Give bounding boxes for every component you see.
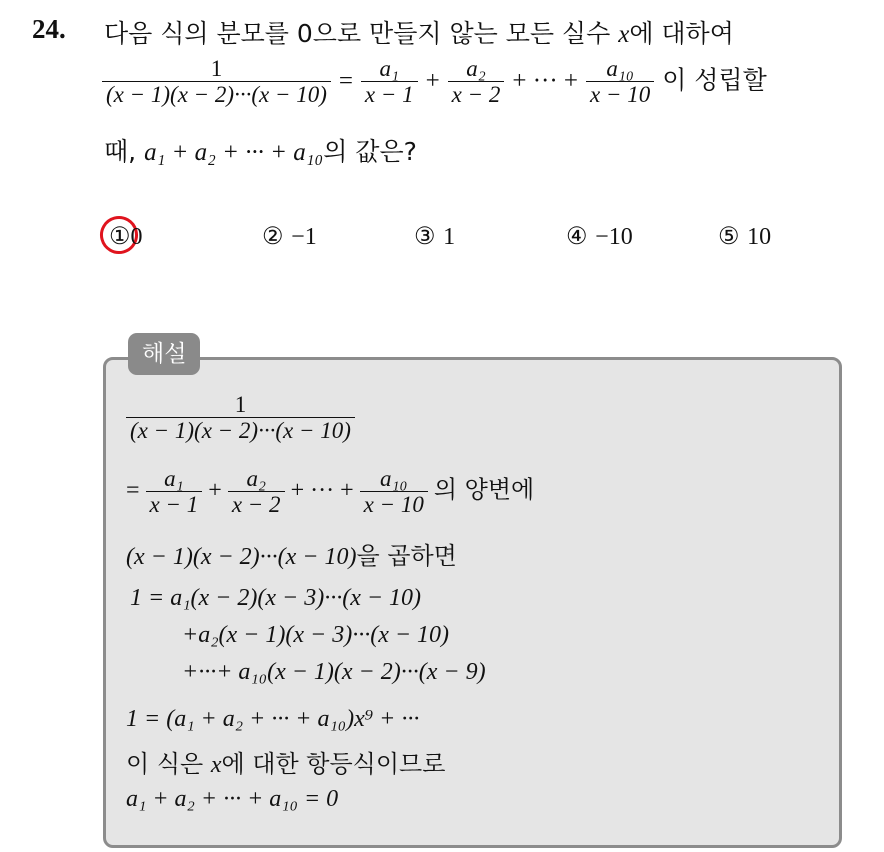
solution-line-5: +a₂(x − 1)(x − 3)···(x − 10)	[182, 622, 450, 648]
solution-line-8-x: x	[210, 752, 222, 778]
solution-term-2	[228, 466, 285, 518]
solution-ellipsis: + ··· +	[290, 477, 354, 504]
term-2	[448, 56, 505, 108]
question-text-1-end: 에 대하여	[629, 19, 734, 48]
solution-line-3-expr: (x − 1)(x − 2)···(x − 10)	[126, 544, 357, 570]
term-2-denominator: x − 2	[451, 82, 501, 108]
choice-3[interactable]	[414, 222, 455, 251]
lhs-fraction	[102, 56, 331, 108]
choice-1-value: 0	[130, 224, 143, 250]
choice-4-value: −10	[595, 224, 633, 250]
question-text-3-start: 때,	[104, 137, 137, 166]
solution-term-2-denominator: x − 2	[231, 492, 281, 518]
plus-sign: +	[425, 67, 440, 95]
solution-term-1-denominator: x − 1	[149, 492, 199, 518]
choice-4[interactable]	[566, 222, 633, 251]
term-10-numerator: a₁₀	[586, 56, 654, 82]
solution-line-2	[126, 466, 534, 518]
solution-fraction	[126, 392, 355, 444]
term-10-denominator: x − 10	[590, 82, 651, 108]
equals-sign: =	[338, 67, 353, 95]
solution-line-8-b: 에 대한 항등식이므로	[221, 750, 446, 778]
question-text-3-end: 의 값은?	[323, 137, 417, 166]
solution-line-3-text: 을 곱하면	[356, 542, 457, 570]
term-2-numerator: a₂	[448, 56, 505, 82]
question-number: 24.	[32, 14, 66, 44]
solution-line-8	[126, 744, 445, 779]
term-1-denominator: x − 1	[364, 82, 414, 108]
solution-line-9: a₁ + a₂ + ··· + a₁₀ = 0	[126, 786, 339, 812]
solution-equals: =	[126, 477, 140, 504]
term-10	[586, 56, 654, 108]
question-equation	[102, 56, 767, 108]
choice-3-label: ③	[414, 222, 436, 250]
question-line-3	[104, 132, 417, 168]
choice-2[interactable]	[262, 222, 317, 251]
solution-fraction-numerator: 1	[126, 392, 355, 418]
question-line-1	[104, 14, 734, 50]
solution-tag: 해설	[128, 333, 200, 375]
choice-5[interactable]	[718, 222, 771, 251]
term-1-numerator: a₁	[361, 56, 418, 82]
solution-term-2-numerator: a₂	[228, 466, 285, 492]
choice-1[interactable]	[109, 222, 143, 251]
choice-3-value: 1	[443, 224, 456, 250]
term-1	[361, 56, 418, 108]
lhs-numerator: 1	[102, 56, 331, 82]
question-text-2-end: 이 성립할	[662, 65, 767, 95]
choice-5-value: 10	[747, 224, 772, 250]
lhs-denominator: (x − 1)(x − 2)···(x − 10)	[106, 82, 327, 108]
question-text-1: 다음 식의 분모를 0으로 만들지 않는 모든 실수	[104, 19, 611, 48]
solution-term-10	[360, 466, 428, 518]
solution-line-7: 1 = (a₁ + a₂ + ··· + a₁₀)x⁹ + ···	[126, 706, 420, 732]
solution-line-3	[126, 536, 457, 571]
sum-expression: a₁ + a₂ + ··· + a₁₀	[144, 139, 324, 166]
solution-line-6: +···+ a₁₀(x − 1)(x − 2)···(x − 9)	[182, 659, 486, 685]
choice-4-label: ④	[566, 222, 588, 250]
var-x: x	[618, 21, 630, 48]
solution-term-10-denominator: x − 10	[363, 492, 424, 518]
solution-fraction-denominator: (x − 1)(x − 2)···(x − 10)	[130, 418, 351, 444]
solution-term-1	[146, 466, 203, 518]
solution-plus: +	[208, 477, 222, 504]
choice-2-value: −1	[291, 224, 317, 250]
solution-term-1-numerator: a₁	[146, 466, 203, 492]
solution-term-10-numerator: a₁₀	[360, 466, 428, 492]
choice-2-label: ②	[262, 222, 284, 250]
choice-5-label: ⑤	[718, 222, 740, 250]
ellipsis-sum: + ··· +	[512, 67, 579, 95]
solution-line-8-a: 이 식은	[126, 750, 204, 778]
choice-1-label: ①	[109, 222, 131, 250]
solution-line-4: 1 = a₁(x − 2)(x − 3)···(x − 10)	[130, 585, 422, 611]
solution-line-2-text: 의 양변에	[433, 475, 535, 504]
